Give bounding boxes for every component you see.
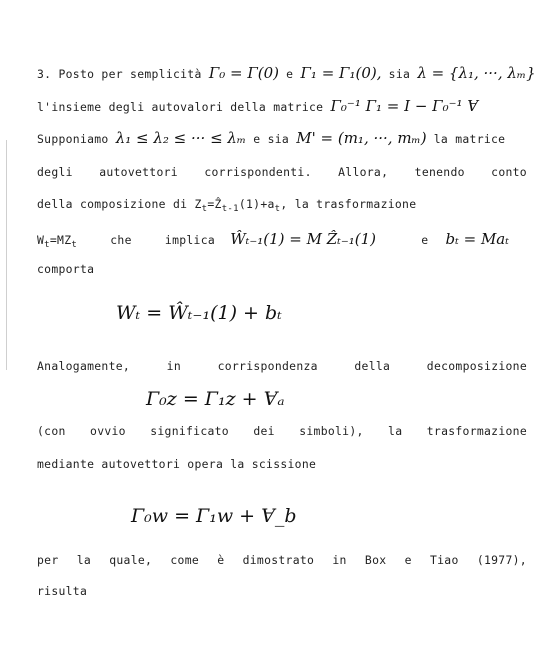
handwritten-math: λ₁ ≤ λ₂ ≤ ··· ≤ λₘ [115, 129, 247, 147]
handwritten-math: λ = {λ₁, ···, λₘ} [417, 64, 536, 82]
word: corrispondenti. [204, 165, 312, 179]
math-subscript: t [201, 204, 208, 214]
scan-edge-mark [6, 140, 7, 370]
word: come [170, 553, 200, 567]
text-line-5 [37, 197, 527, 214]
word: Analogamente, [37, 359, 131, 373]
math-symbol: Z [194, 197, 202, 211]
text-segment: e [286, 67, 294, 81]
text-line-7 [37, 262, 527, 276]
math-subscript: t [274, 204, 281, 214]
word: corrispondenza [217, 359, 318, 373]
handwritten-math: M' = (m₁, ···, mₘ) [296, 129, 427, 147]
word: degli [37, 165, 73, 179]
text-segment: e [421, 233, 429, 247]
math-subscript: t [44, 240, 50, 250]
text-segment: Supponiamo [37, 132, 109, 146]
text-line-11 [37, 553, 527, 567]
text-segment: la matrice [433, 132, 506, 146]
handwritten-math: bₜ = Maₜ [445, 230, 509, 248]
word: dei [253, 424, 275, 438]
math-subscript: t-1 [221, 204, 239, 214]
word: ovvio [90, 424, 126, 438]
word: Box [364, 553, 387, 567]
word: conto [491, 165, 527, 179]
text-line-2 [37, 97, 527, 115]
word: è [217, 553, 225, 567]
handwritten-math: Ŵₜ₋₁(1) = M Ẑₜ₋₁(1) [230, 230, 377, 248]
word: la [76, 553, 92, 567]
word: Allora, [338, 165, 389, 179]
handwritten-math: Γ₁ = Γ₁(0), [300, 64, 382, 82]
text-line-9 [37, 424, 527, 438]
text-line-1 [37, 64, 536, 82]
word: dimostrato [242, 553, 315, 567]
word: quale, [109, 553, 153, 567]
word: significato [150, 424, 229, 438]
word: la [388, 424, 403, 438]
text-line-10 [37, 457, 527, 471]
text-segment: , la trasformazione [280, 197, 417, 211]
text-segment: implica [164, 233, 216, 247]
math-symbol: W [37, 233, 45, 247]
word: decomposizione [426, 359, 527, 373]
word: simboli), [299, 424, 364, 438]
handwritten-math: Γ₀⁻¹ Γ₁ = I − Γ₀⁻¹ Ɐ [330, 97, 479, 115]
equation-wt: Wₜ = Ŵₜ₋₁(1) + bₜ [116, 302, 282, 324]
word: e [404, 553, 412, 567]
text-line-4 [37, 165, 527, 179]
math-symbol: =Ẑ [207, 197, 222, 211]
text-segment: mediante autovettori opera la scissione [37, 457, 317, 471]
word: in [166, 359, 181, 373]
text-line-6 [37, 230, 527, 250]
word: per [37, 553, 59, 567]
word: autovettori [99, 165, 178, 179]
text-line-12 [37, 584, 527, 598]
text-segment: l'insieme degli autovalori della matrice [37, 100, 324, 114]
word: (con [37, 424, 66, 438]
handwritten-math: Γ₀ = Γ(0) [208, 64, 279, 82]
text-line-8 [37, 359, 527, 373]
math-subscript: t [71, 240, 78, 250]
word: tenendo [414, 165, 465, 179]
text-segment: che [110, 233, 132, 247]
text-segment: sia [388, 67, 411, 81]
text-line-3 [37, 129, 527, 147]
math-symbol: (1)+a [238, 197, 275, 211]
text-segment: della composizione di [37, 197, 188, 211]
word: in [332, 553, 347, 567]
text-segment: 3. Posto per semplicità [37, 67, 202, 81]
equation-gamma-w: Γ₀w = Γ₁w + Ɐ_b [131, 505, 297, 527]
equation-gamma-z: Γ₀z = Γ₁z + Ɐₐ [146, 388, 285, 410]
text-segment: comporta [37, 262, 95, 276]
text-segment: e sia [253, 132, 290, 146]
word: della [354, 359, 391, 373]
word: trasformazione [426, 424, 527, 438]
math-symbol: =MZ [49, 233, 72, 247]
word: Tiao [429, 553, 459, 567]
text-segment: risulta [37, 584, 88, 598]
word: (1977), [476, 553, 527, 567]
